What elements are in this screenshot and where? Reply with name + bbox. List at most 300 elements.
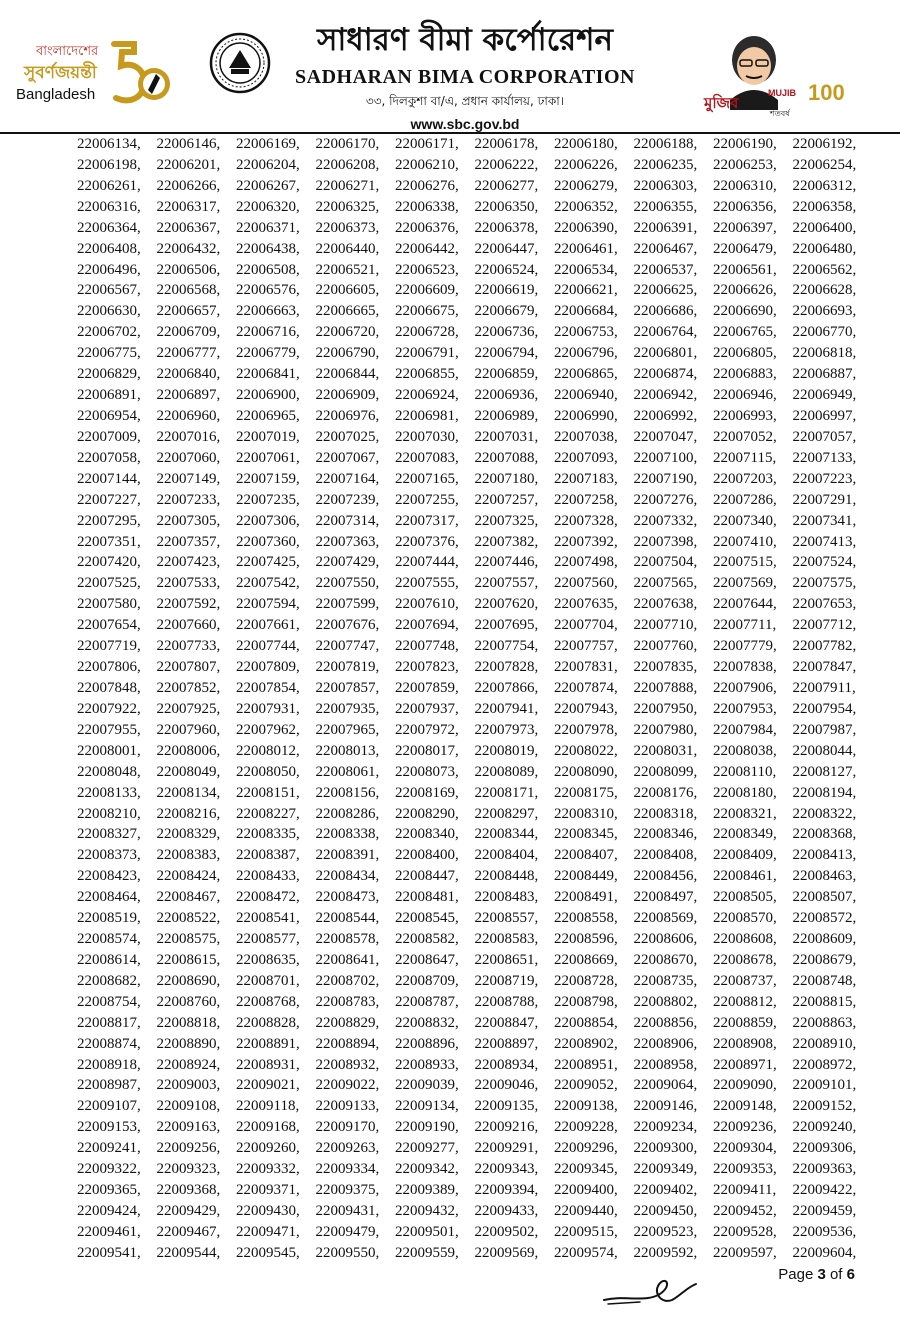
policy-number: 22009597, [713, 1244, 777, 1261]
policy-number: 22006400, [792, 219, 857, 236]
policy-number: 22008894, [315, 1035, 380, 1052]
number-row [77, 197, 900, 218]
policy-number: 22007255, [395, 491, 459, 508]
policy-number: 22006198, [77, 156, 141, 173]
policy-number: 22007410, [713, 533, 777, 550]
policy-number: 22006254, [792, 156, 857, 173]
policy-number: 22008577, [236, 931, 300, 948]
policy-number: 22008558, [554, 910, 618, 927]
policy-number: 22006794, [474, 345, 539, 362]
policy-number: 22007525, [77, 575, 141, 592]
policy-number: 22007019, [236, 428, 300, 445]
policy-number: 22006356, [713, 198, 777, 215]
number-row [77, 134, 900, 155]
policy-number: 22006440, [315, 240, 380, 257]
policy-number: 22006277, [474, 177, 539, 194]
number-row [77, 427, 900, 448]
policy-number: 22009400, [554, 1182, 618, 1199]
policy-number: 22008481, [395, 889, 459, 906]
corporation-seal-icon [209, 32, 271, 94]
policy-number: 22007838, [713, 659, 777, 676]
policy-number: 22007906, [713, 679, 777, 696]
policy-number: 22009371, [236, 1182, 300, 1199]
policy-number: 22007133, [792, 449, 857, 466]
policy-number: 22008345, [554, 826, 618, 843]
number-row [77, 699, 900, 720]
policy-number: 22008321, [713, 805, 777, 822]
policy-number: 22006355, [633, 198, 698, 215]
policy-number: 22007332, [633, 512, 698, 529]
policy-number: 22008679, [792, 951, 857, 968]
policy-number: 22008404, [474, 847, 539, 864]
policy-number: 22009479, [315, 1223, 380, 1240]
policy-number: 22006432, [156, 240, 221, 257]
policy-number: 22007100, [633, 449, 698, 466]
policy-number: 22009343, [474, 1161, 539, 1178]
policy-number: 22007524, [792, 554, 857, 571]
policy-number: 22008169, [395, 784, 459, 801]
jubilee-line2: সুবর্ণজয়ন্তী [24, 63, 97, 83]
policy-number: 22008044, [792, 742, 857, 759]
policy-number: 22006993, [713, 407, 777, 424]
policy-number: 22009515, [554, 1223, 618, 1240]
policy-number: 22007183, [554, 470, 618, 487]
policy-number: 22008413, [792, 847, 857, 864]
policy-number: 22007550, [315, 575, 380, 592]
policy-number: 22007446, [474, 554, 539, 571]
policy-number: 22006480, [792, 240, 857, 257]
policy-number: 22008896, [395, 1035, 459, 1052]
policy-number: 22006397, [713, 219, 777, 236]
policy-number: 22009345, [554, 1161, 618, 1178]
policy-number: 22008669, [554, 951, 618, 968]
policy-number: 22006891, [77, 387, 141, 404]
policy-number: 22007782, [792, 638, 857, 655]
policy-number: 22008608, [713, 931, 777, 948]
policy-number: 22008408, [633, 847, 698, 864]
policy-number: 22008582, [395, 931, 459, 948]
policy-number: 22009228, [554, 1119, 618, 1136]
policy-number: 22006201, [156, 156, 221, 173]
policy-number: 22007257, [474, 491, 539, 508]
policy-number: 22006690, [713, 303, 777, 320]
number-row [77, 322, 900, 343]
policy-number: 22007925, [156, 700, 221, 717]
policy-number: 22006235, [633, 156, 698, 173]
policy-number: 22007058, [77, 449, 141, 466]
policy-number: 22006373, [315, 219, 380, 236]
policy-number: 22006702, [77, 324, 141, 341]
policy-number: 22009363, [792, 1161, 857, 1178]
policy-number: 22008171, [474, 784, 539, 801]
number-row [77, 155, 900, 176]
jubilee-fifty-icon [108, 38, 172, 118]
policy-number: 22007953, [713, 700, 777, 717]
policy-number: 22009342, [395, 1161, 459, 1178]
policy-number: 22008048, [77, 763, 141, 780]
policy-number: 22007542, [236, 575, 300, 592]
policy-number: 22007030, [395, 428, 459, 445]
policy-number: 22007115, [713, 449, 777, 466]
policy-number: 22008127, [792, 763, 857, 780]
policy-number: 22006796, [554, 345, 618, 362]
policy-number: 22006378, [474, 219, 539, 236]
policy-number: 22007757, [554, 638, 618, 655]
policy-number: 22006609, [395, 282, 459, 299]
policy-number: 22007719, [77, 638, 141, 655]
policy-number: 22006818, [792, 345, 857, 362]
policy-number: 22007610, [395, 596, 459, 613]
policy-number: 22006954, [77, 407, 141, 424]
policy-number: 22007203, [713, 470, 777, 487]
mujib-shotoborsho: শতবর্ষ [770, 109, 790, 118]
policy-number: 22008863, [792, 1014, 857, 1031]
policy-number: 22007164, [315, 470, 380, 487]
policy-number: 22009501, [395, 1223, 459, 1240]
policy-number: 22007420, [77, 554, 141, 571]
policy-number: 22008847, [474, 1014, 539, 1031]
policy-number: 22008322, [792, 805, 857, 822]
policy-number: 22006350, [474, 198, 539, 215]
number-row [77, 741, 900, 762]
policy-number: 22008647, [395, 951, 459, 968]
policy-number: 22009431, [315, 1203, 380, 1220]
policy-number: 22009146, [633, 1098, 698, 1115]
policy-number: 22006208, [315, 156, 380, 173]
policy-number: 22007754, [474, 638, 539, 655]
policy-number: 22008423, [77, 868, 141, 885]
policy-number: 22007922, [77, 700, 141, 717]
policy-number: 22007357, [156, 533, 221, 550]
policy-number: 22009170, [315, 1119, 380, 1136]
policy-number: 22009429, [156, 1203, 221, 1220]
policy-number: 22008812, [713, 993, 777, 1010]
policy-number: 22008019, [474, 742, 539, 759]
policy-number: 22009550, [315, 1244, 380, 1261]
number-row [77, 239, 900, 260]
policy-number: 22009306, [792, 1140, 857, 1157]
policy-number: 22008641, [315, 951, 380, 968]
policy-number: 22006779, [236, 345, 300, 362]
policy-number: 22009039, [395, 1077, 459, 1094]
policy-number: 22008329, [156, 826, 221, 843]
policy-number: 22009440, [554, 1203, 618, 1220]
policy-number: 22007047, [633, 428, 698, 445]
policy-number: 22008829, [315, 1014, 380, 1031]
policy-number: 22007295, [77, 512, 141, 529]
policy-number: 22006675, [395, 303, 459, 320]
policy-number: 22009118, [236, 1098, 300, 1115]
policy-number: 22007560, [554, 575, 618, 592]
policy-number: 22008073, [395, 763, 459, 780]
number-list [77, 134, 900, 1264]
policy-number: 22007575, [792, 575, 857, 592]
policy-number: 22008690, [156, 972, 221, 989]
policy-number: 22007016, [156, 428, 221, 445]
policy-number: 22008890, [156, 1035, 221, 1052]
policy-number: 22009502, [474, 1223, 539, 1240]
policy-number: 22006736, [474, 324, 539, 341]
organization-name-en: SADHARAN BIMA CORPORATION [295, 66, 635, 88]
number-row [77, 469, 900, 490]
number-row [77, 762, 900, 783]
policy-number: 22006909, [315, 387, 380, 404]
policy-number: 22007931, [236, 700, 300, 717]
policy-number: 22006204, [236, 156, 300, 173]
policy-number: 22009323, [156, 1161, 221, 1178]
policy-number: 22006693, [792, 303, 857, 320]
policy-number: 22009389, [395, 1182, 459, 1199]
policy-number: 22008344, [474, 826, 539, 843]
policy-number: 22008615, [156, 951, 221, 968]
policy-number: 22009450, [633, 1203, 698, 1220]
policy-number: 22007984, [713, 721, 777, 738]
policy-number: 22006537, [633, 261, 698, 278]
title-block [280, 20, 650, 134]
policy-number: 22009592, [633, 1244, 698, 1261]
policy-number: 22009411, [713, 1182, 777, 1199]
policy-number: 22007978, [554, 721, 618, 738]
policy-number: 22007360, [236, 533, 300, 550]
policy-number: 22007276, [633, 491, 698, 508]
policy-number: 22009545, [236, 1244, 300, 1261]
policy-number: 22008575, [156, 931, 221, 948]
policy-number: 22008433, [236, 868, 300, 885]
policy-number: 22009461, [77, 1223, 141, 1240]
number-row [77, 364, 900, 385]
policy-number: 22008038, [713, 742, 777, 759]
number-row [77, 971, 900, 992]
page-of: of [825, 1266, 847, 1283]
policy-number: 22007620, [474, 596, 539, 613]
policy-number: 22008210, [77, 805, 141, 822]
policy-number: 22009163, [156, 1119, 221, 1136]
signature-icon [600, 1270, 710, 1314]
policy-number: 22009263, [315, 1140, 380, 1157]
jubilee-mark-text: 5 [134, 90, 135, 91]
policy-number: 22008297, [474, 805, 539, 822]
policy-number: 22008754, [77, 993, 141, 1010]
policy-number: 22007190, [633, 470, 698, 487]
policy-number: 22007227, [77, 491, 141, 508]
policy-number: 22006924, [395, 387, 459, 404]
policy-number: 22008678, [713, 951, 777, 968]
policy-number: 22008227, [236, 805, 300, 822]
policy-number: 22008409, [713, 847, 777, 864]
policy-number: 22006266, [156, 177, 221, 194]
policy-number: 22007660, [156, 617, 221, 634]
policy-number: 22009236, [713, 1119, 777, 1136]
policy-number: 22008461, [713, 868, 777, 885]
policy-number: 22007661, [236, 617, 300, 634]
policy-number: 22007382, [474, 533, 539, 550]
number-row [77, 1180, 900, 1201]
number-row [77, 678, 900, 699]
policy-number: 22008089, [474, 763, 539, 780]
policy-number: 22007031, [474, 428, 539, 445]
policy-number: 22008464, [77, 889, 141, 906]
number-row [77, 636, 900, 657]
policy-number: 22008327, [77, 826, 141, 843]
policy-number: 22006461, [554, 240, 618, 257]
number-row [77, 929, 900, 950]
policy-number: 22006192, [792, 136, 857, 152]
policy-number: 22008933, [395, 1056, 459, 1073]
policy-number: 22008583, [474, 931, 539, 948]
policy-number: 22007962, [236, 721, 300, 738]
policy-number: 22008456, [633, 868, 698, 885]
policy-number: 22007239, [315, 491, 380, 508]
policy-number: 22008701, [236, 972, 300, 989]
policy-number: 22008635, [236, 951, 300, 968]
policy-number: 22008569, [633, 910, 698, 927]
policy-number: 22008383, [156, 847, 221, 864]
number-row [77, 657, 900, 678]
policy-number: 22007710, [633, 617, 698, 634]
number-row [77, 594, 900, 615]
policy-number: 22006709, [156, 324, 221, 341]
policy-number: 22006506, [156, 261, 221, 278]
policy-number: 22009260, [236, 1140, 300, 1157]
policy-number: 22008924, [156, 1056, 221, 1073]
policy-number: 22008544, [315, 910, 380, 927]
policy-number: 22006805, [713, 345, 777, 362]
policy-number: 22008134, [156, 784, 221, 801]
policy-number: 22007305, [156, 512, 221, 529]
policy-number: 22006801, [633, 345, 698, 362]
policy-number: 22009430, [236, 1203, 300, 1220]
policy-number: 22008194, [792, 784, 857, 801]
policy-number: 22006663, [236, 303, 300, 320]
policy-number: 22009216, [474, 1119, 539, 1136]
policy-number: 22006883, [713, 366, 777, 383]
policy-number: 22007159, [236, 470, 300, 487]
policy-number: 22007848, [77, 679, 141, 696]
policy-number: 22006391, [633, 219, 698, 236]
policy-number: 22006271, [315, 177, 380, 194]
policy-number: 22007694, [395, 617, 459, 634]
policy-number: 22009152, [792, 1098, 857, 1115]
policy-number: 22008910, [792, 1035, 857, 1052]
policy-number: 22009422, [792, 1182, 857, 1199]
policy-number: 22007935, [315, 700, 380, 717]
policy-number: 22008787, [395, 993, 459, 1010]
policy-number: 22008891, [236, 1035, 300, 1052]
policy-number: 22008099, [633, 763, 698, 780]
policy-number: 22007954, [792, 700, 857, 717]
policy-number: 22008031, [633, 742, 698, 759]
policy-number: 22006317, [156, 198, 221, 215]
policy-number: 22007258, [554, 491, 618, 508]
policy-number: 22009046, [474, 1077, 539, 1094]
policy-number: 22007712, [792, 617, 857, 634]
policy-number: 22007515, [713, 554, 777, 571]
number-row [77, 176, 900, 197]
policy-number: 22008318, [633, 805, 698, 822]
policy-number: 22008958, [633, 1056, 698, 1073]
policy-number: 22006844, [315, 366, 380, 383]
policy-number: 22006887, [792, 366, 857, 383]
number-row [77, 573, 900, 594]
policy-number: 22009574, [554, 1244, 618, 1261]
policy-number: 22006316, [77, 198, 141, 215]
policy-number: 22007392, [554, 533, 618, 550]
policy-number: 22007351, [77, 533, 141, 550]
policy-number: 22009459, [792, 1203, 857, 1220]
mujib-100: 100 [808, 80, 845, 105]
policy-number: 22008434, [315, 868, 380, 885]
policy-number: 22008448, [474, 868, 539, 885]
policy-number: 22008340, [395, 826, 459, 843]
policy-number: 22006134, [77, 136, 141, 152]
policy-number: 22008897, [474, 1035, 539, 1052]
policy-number: 22007557, [474, 575, 539, 592]
policy-number: 22008346, [633, 826, 698, 843]
policy-number: 22008090, [554, 763, 618, 780]
policy-number: 22009332, [236, 1161, 300, 1178]
policy-number: 22006226, [554, 156, 618, 173]
policy-number: 22006190, [713, 136, 777, 152]
policy-number: 22008902, [554, 1035, 618, 1052]
policy-number: 22007760, [633, 638, 698, 655]
policy-number: 22008049, [156, 763, 221, 780]
policy-number: 22007038, [554, 428, 618, 445]
number-row [77, 950, 900, 971]
policy-number: 22007088, [474, 449, 539, 466]
policy-number: 22006171, [395, 136, 459, 152]
policy-number: 22006447, [474, 240, 539, 257]
policy-number: 22008472, [236, 889, 300, 906]
policy-number: 22006364, [77, 219, 141, 236]
organization-name-bn: সাধারণ বীমা কর্পোরেশন [316, 22, 614, 58]
policy-number: 22008017, [395, 742, 459, 759]
policy-number: 22007286, [713, 491, 777, 508]
policy-number: 22009471, [236, 1223, 300, 1240]
policy-number: 22007144, [77, 470, 141, 487]
policy-number: 22006367, [156, 219, 221, 236]
policy-number: 22007831, [554, 659, 618, 676]
number-row [77, 385, 900, 406]
policy-number: 22009544, [156, 1244, 221, 1261]
number-row [77, 490, 900, 511]
policy-number: 22007314, [315, 512, 380, 529]
policy-number: 22007859, [395, 679, 459, 696]
policy-number: 22006764, [633, 324, 698, 341]
policy-number: 22008338, [315, 826, 380, 843]
policy-number: 22007980, [633, 721, 698, 738]
policy-number: 22007823, [395, 659, 459, 676]
policy-number: 22008737, [713, 972, 777, 989]
policy-number: 22006960, [156, 407, 221, 424]
policy-number: 22008310, [554, 805, 618, 822]
policy-number: 22008507, [792, 889, 857, 906]
number-row [77, 448, 900, 469]
policy-number: 22006841, [236, 366, 300, 383]
policy-number: 22007594, [236, 596, 300, 613]
policy-number: 22009300, [633, 1140, 698, 1157]
number-row [77, 343, 900, 364]
policy-number: 22007093, [554, 449, 618, 466]
policy-number: 22008400, [395, 847, 459, 864]
policy-number: 22007340, [713, 512, 777, 529]
number-row [77, 532, 900, 553]
policy-number: 22006619, [474, 282, 539, 299]
policy-number: 22008818, [156, 1014, 221, 1031]
policy-number: 22006312, [792, 177, 857, 194]
policy-number: 22008971, [713, 1056, 777, 1073]
policy-number: 22009190, [395, 1119, 459, 1136]
policy-number: 22007955, [77, 721, 141, 738]
